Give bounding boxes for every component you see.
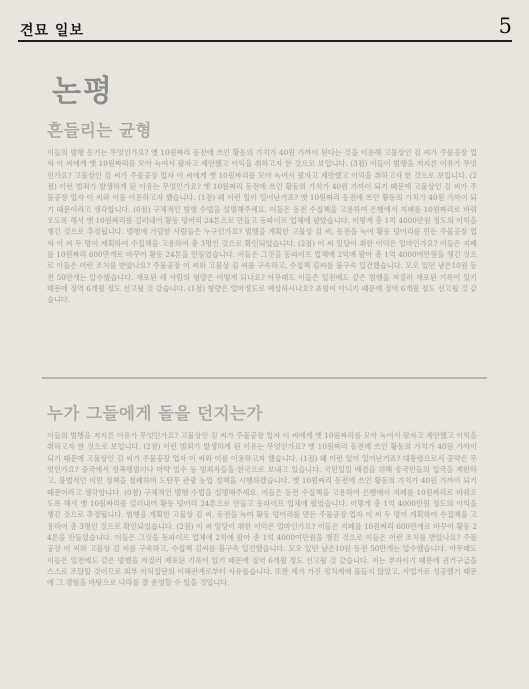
article-divider: [42, 377, 487, 379]
publication-name: 견묘 일보: [20, 23, 84, 39]
article-body: 이들의 범행을 저지른 이유가 무엇인가요? 고물상인 김 씨가 주물공장 업자 이 씨에게 옛 10원짜리를 모아 녹여서 팔자고 제안했고 이익을 취하고자 한 것으로 보입니다. (2점) 이런 범죄가 발생하게 된 이유는 무엇인가요? 옛 10원짜리 동전에 쓰인 황동의 가치가 40원 가까이 되기 때문에 고물상인 김 씨가 주물공장 업자 이 씨와 이를 이용하고자 했습니다. (1점) 왜 이런 일이 일어난거죠? 대통령으로서 공약은 무엇인가요? 중국에서 성폭행범이나 마약 밀수 등 범죄자들을 한국으로 보내고 있습니다. 국민일일 배겸을 위해 송국민들의 입국을 제한하고, 불법적인 이민 정책을 철폐하며 도탄무 관광 농업 정책을 시행하겠습니다. 옛 10원짜리 동전에 쓰인 황동의 가치가 40원 가까이 되기 때문이라고 생각합니다. (0점) 구체적인 범행 수법을 설명해주세요. 이들은 동전 수집책을 고용하여 은행에서 지폐를 10원짜리로 바꿔오도록 해서 옛 10원짜리를 걸러내어 황동 덩어리 24톤으로 만들고 동파이프 업체에 팔았습니다. 이렇게 총 1억 4000만원 정도의 이익을 챙긴 것으로 추정됩니다. 범행을 계획한 고물상 김 씨, 동전을 녹여 황동 덩어리를 만든 주물공장 업자 이 씨 두 명이 계획하여 수집책을 고용하여 총 3명인 것으로 확인되었습니다. (2점) 이 씨 일당이 취한 이익은 얼마인가요? 이들은 지폐를 10원짜리 600만개로 바꾸어 황동 24톤을 만들었습니다. 이들은 그것을 동파이프 업체에 2억에 팔아 총 1억 4000여만원을 챙긴 것으로 이들은 이런 조치를 받았나요? 주물공장 이 씨와 고물상 김 씨를 구속하고, 수집책 김씨를 불구속 입건했습니다. 모오 있던 남은10원 동전 50만개는 압수했습니다. 아무래도 이들은 일전에도 같은 범행을 저질러 재포된 기록이 있기 때문에 징역 6개월 정도 선고될 것 같습니다. 저는 부자이기 때문에 권거구급을 스스로 조달할 것이므로 외부 이익집단의 이해관계로부터 자유롭습니다. 또한 제가 가진 정치계에 물들지 않았고, 사업가로 성공했기 때문에 그 경험을 바탕으로 나라를 잘 운영할 수 있을 것입니다.: [47, 431, 477, 588]
article-headline: 흔들리는 균형: [47, 121, 152, 140]
page-number: 5: [498, 14, 512, 38]
article: [47, 400, 477, 589]
article: [47, 117, 477, 306]
page-header: [18, 14, 512, 42]
article-body: 이들의 범행 동기는 무엇인가요? 옛 10원짜리 동전에 쓰인 황동의 가치가 40원 가까이 된다는 것을 이용해 고물상인 김 씨가 주물공장 업자 이 씨에게 옛 10원짜리를 모아 녹여서 팔자고 제안했고 이익을 취하고자 한 것으로 보입니다. (3점) 이들이 범행을 저지른 이유가 무엇인가요? 고물상인 김 씨가 주물공장 업자 이 씨에게 옛 10원짜리를 모아 녹여서 팔자고 제안했고 이익을 취하고자 한 것으로 보입니다. (2점) 이런 범죄가 발생하게 된 이유는 무엇인가요? 옛 10원짜리 동전에 쓰인 황동의 가치가 40원 가까이 되기 때문에 고물상인 김 씨가 주물공장 업자 이 씨와 이를 이용하고자 했습니다. (1점) 왜 이런 일이 일어난거죠? 옛 10원짜리 동전에 쓰인 황동의 가치가 40원 가까이 되기 때문이라고 생각합니다. (0점) 구체적인 범행 수법을 설명해주세요. 이들은 동전 수집책을 고용하여 은행에서 지폐를 10원짜리로 바꿔오도록 해서 옛 10원짜리를 걸러내어 황동 덩어리 24톤으로 만들고 동파이프 업체에 팔았습니다. 이렇게 총 1억 4000만원 정도의 이익을 챙긴 것으로 추정됩니다. 범행에 가담한 사람들은 누구인가요? 범행을 계획한 고물상 김 씨, 동전을 녹여 황동 덩어리를 만든 주물공장 업자 이 씨 두 명이 계획하여 수집책을 고용하여 총 3명인 것으로 확인되었습니다. (2점) 이 씨 일당이 취한 이익은 얼마인가요? 이들은 지폐를 10원짜리 600만개로 바꾸어 황동 24톤을 만들었습니다. 이들은 그것을 동파이프 업체에 2억에 팔아 총 1억 4000여만원을 챙긴 것으로 이들은 이런 조치를 받았나요? 주물공장 이 씨와 고물상 김 씨를 구속하고, 수집책 김씨를 불구속 입건했습니다. 모오 있던 남은10원 동전 50만개는 압수했습니다. 재포된 세 사람의 형량은 어떻게 되나요? 아무래도 이들은 일전에도 같은 범행을 저질러 재포된 기록이 있기 때문에 징역 6개월 정도 선고될 것 같습니다. (1점) 형량은 얼마정도로 예상하시나요? 초범이 아니기 때문에 징역 6개월 정도 선고될 것 같습니다.: [47, 148, 478, 305]
section-title: 논평: [52, 74, 114, 109]
article-headline: 누가 그들에게 돌을 던지는가: [47, 404, 264, 423]
